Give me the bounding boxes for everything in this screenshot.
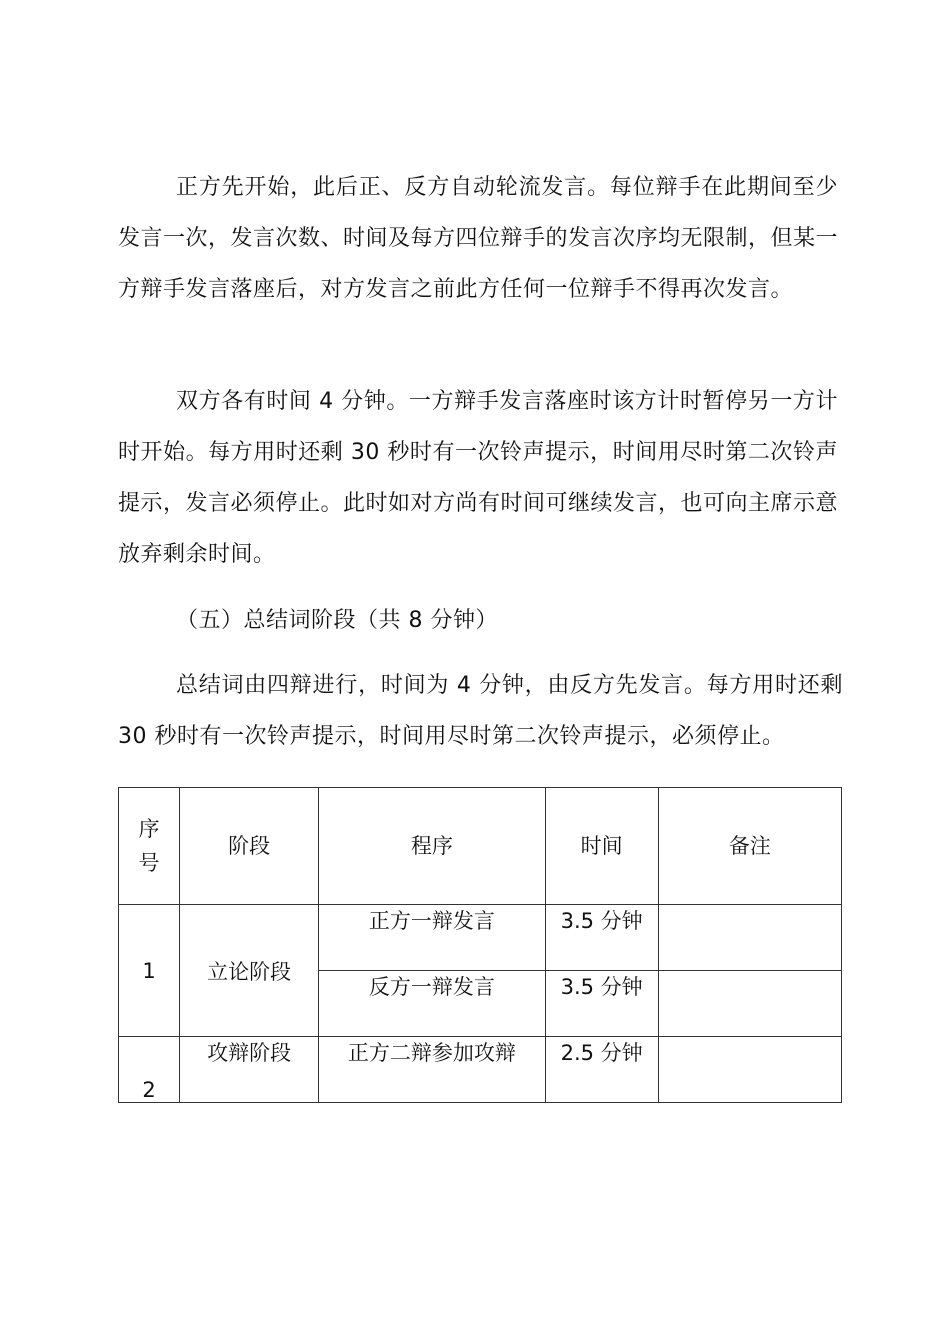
cell-time: 3.5 分钟 [545, 905, 658, 971]
header-seq-line1: 序 [138, 817, 160, 841]
paragraph-time-rules: 双方各有时间 4 分钟。一方辩手发言落座时该方计时暂停另一方计时开始。每方用时还剩 30 秒时有一次铃声提示，时间用尽时第二次铃声提示，发言必须停止。此时如对方尚有时间可继续发言，也可向主席示意放弃剩余时间。 [118, 389, 839, 567]
header-procedure: 程序 [319, 788, 545, 905]
header-seq [119, 788, 180, 905]
header-note: 备注 [658, 788, 841, 905]
cell-note [658, 905, 841, 971]
cell-seq: 2 [119, 1037, 180, 1103]
cell-procedure: 反方一辩发言 [319, 971, 545, 1037]
paragraph-free-debate-rules: 正方先开始，此后正、反方自动轮流发言。每位辩手在此期间至少发言一次，发言次数、时间及每方四位辩手的发言次序均无限制，但某一方辩手发言落座后，对方发言之前此方任何一位辩手不得再次发言。 [118, 175, 839, 302]
paragraph-summary-rules: 总结词由四辩进行，时间为 4 分钟，由反方先发言。每方用时还剩 30 秒时有一次铃声提示，时间用尽时第二次铃声提示，必须停止。 [118, 673, 843, 749]
header-time: 时间 [545, 788, 658, 905]
cell-procedure: 正方二辩参加攻辩 [319, 1037, 545, 1103]
cell-stage: 攻辩阶段 [180, 1037, 319, 1103]
cell-time: 2.5 分钟 [545, 1037, 658, 1103]
cell-time: 3.5 分钟 [545, 971, 658, 1037]
header-stage: 阶段 [180, 788, 319, 905]
table-row [119, 905, 842, 971]
section-heading-summary: （五）总结词阶段（共 8 分钟） [176, 608, 498, 633]
cell-procedure: 正方一辩发言 [319, 905, 545, 971]
header-seq-line2: 号 [138, 851, 160, 875]
cell-note [658, 1037, 841, 1103]
debate-schedule-table [118, 787, 842, 1103]
cell-stage: 立论阶段 [180, 905, 319, 1037]
table-row [119, 1037, 842, 1103]
cell-note [658, 971, 841, 1037]
table-header-row [119, 788, 842, 905]
cell-seq: 1 [119, 905, 180, 1037]
